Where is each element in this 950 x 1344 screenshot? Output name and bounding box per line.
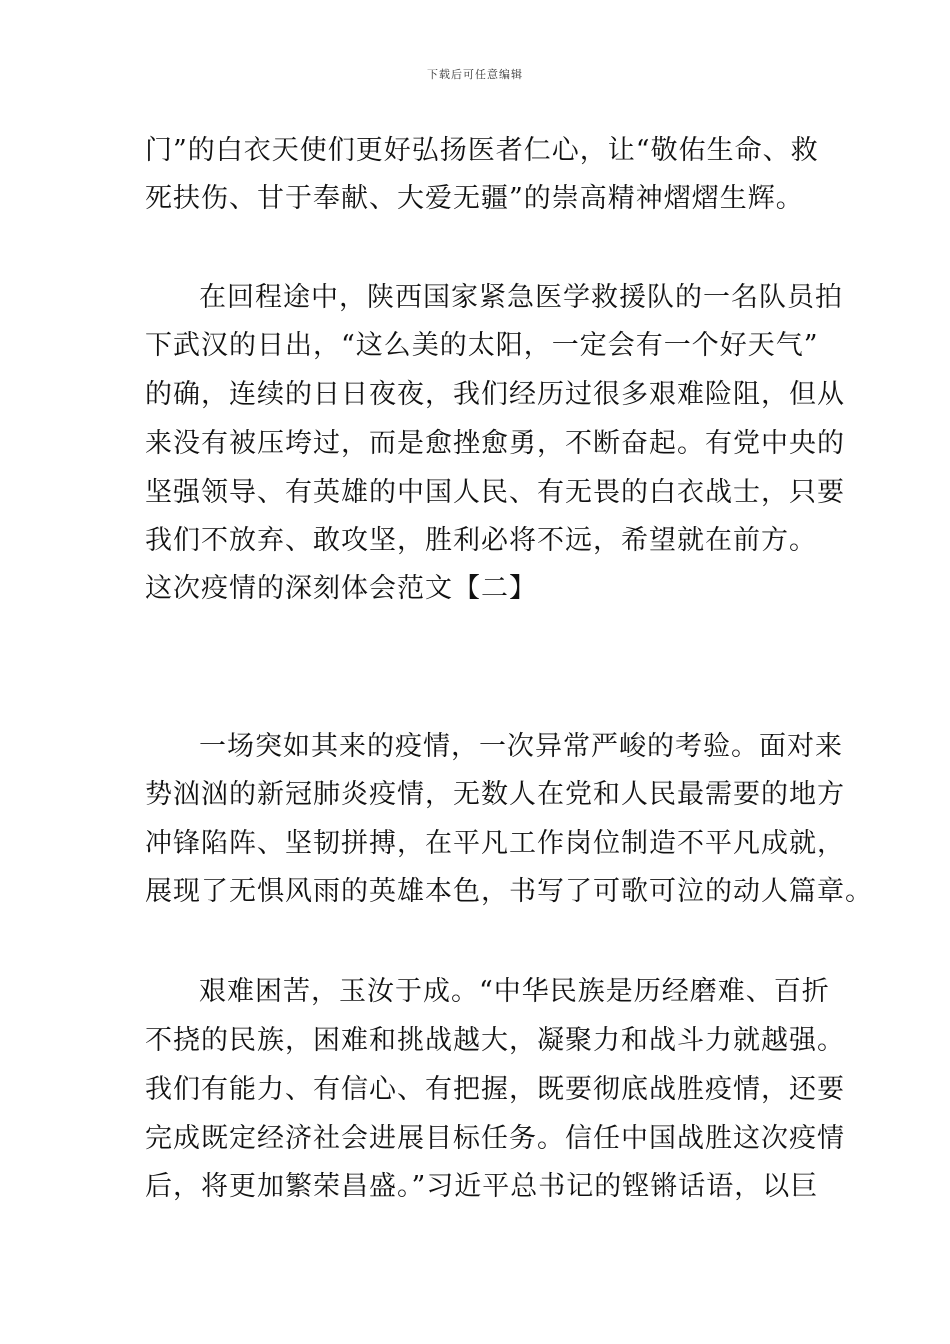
para2-line-4: 来没有被压垮过，而是愈挫愈勇，不断奋起。有党中央的 — [145, 428, 845, 459]
para2-line-6: 我们不放弃、敢攻坚，胜利必将不远，希望就在前方。 — [145, 525, 817, 556]
para3-line-1: 一场突如其来的疫情，一次异常严峻的考验。面对来 — [199, 731, 843, 762]
para4-line-4: 完成既定经济社会进展目标任务。信任中国战胜这次疫情 — [145, 1123, 845, 1154]
para4-line-1: 艰难困苦，玉汝于成。“中华民族是历经磨难、百折 — [199, 976, 830, 1007]
para3-line-4: 展现了无惧风雨的英雄本色，书写了可歌可泣的动人篇章。 — [145, 876, 873, 907]
para1-line-2: 死扶伤、甘于奉献、大爱无疆”的崇高精神熠熠生辉。 — [145, 183, 804, 214]
para3-line-2: 势汹汹的新冠肺炎疫情，无数人在党和人民最需要的地方 — [145, 779, 845, 810]
para4-line-2: 不挠的民族，困难和挑战越大，凝聚力和战斗力就越强。 — [145, 1025, 845, 1056]
para3-line-3: 冲锋陷阵、坚韧拼搏，在平凡工作岗位制造不平凡成就， — [145, 828, 845, 859]
para2-line-3: 的确，连续的日日夜夜，我们经历过很多艰难险阻，但从 — [145, 379, 845, 410]
para2-line-1: 在回程途中，陕西国家紧急医学救援队的一名队员拍 — [199, 282, 843, 313]
section-heading: 这次疫情的深刻体会范文【二】 — [145, 573, 537, 604]
para4-line-3: 我们有能力、有信心、有把握，既要彻底战胜疫情，还要 — [145, 1074, 845, 1105]
para2-line-2: 下武汉的日出，“这么美的太阳，一定会有一个好天气” — [145, 330, 819, 361]
para1-line-1: 门”的白衣天使们更好弘扬医者仁心，让“敬佑生命、救 — [145, 135, 819, 166]
page-header-note: 下载后可任意编辑 — [427, 68, 523, 81]
para2-line-5: 坚强领导、有英雄的中国人民、有无畏的白衣战士，只要 — [145, 477, 845, 508]
para4-line-5: 后，将更加繁荣昌盛。”习近平总书记的铿锵话语，以巨 — [145, 1171, 819, 1202]
